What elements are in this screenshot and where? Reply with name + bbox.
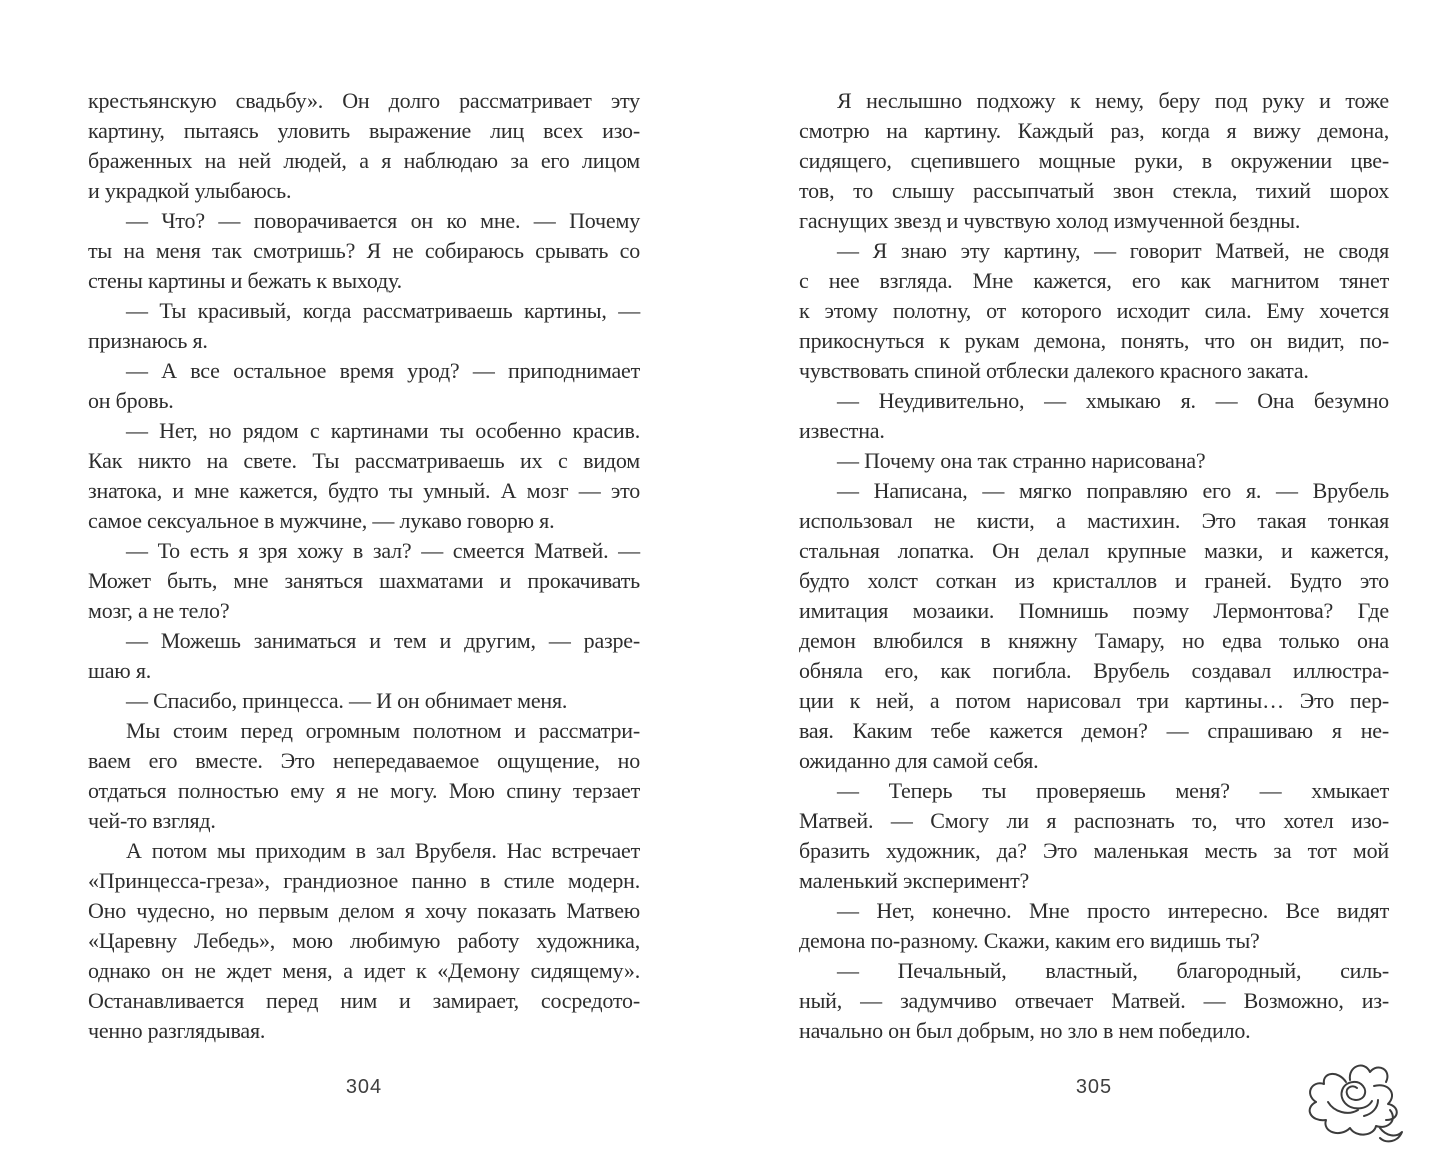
text-line: Останавливается перед ним и замирает, сосредото- (88, 988, 640, 1013)
text-line: Матвей. — Смогу ли я распознать то, что хотел изо- (799, 808, 1389, 833)
text-line: — Теперь ты проверяешь меня? — хмыкает (837, 778, 1389, 803)
text-line: маленький эксперимент? (799, 868, 1030, 893)
text-line: — Что? — поворачивается он ко мне. — Почему (126, 208, 640, 233)
text-line: с нее взгляда. Мне кажется, его как магнитом тянет (799, 268, 1389, 293)
text-line: вая. Каким тебе кажется демон? — спрашиваю я не- (799, 718, 1389, 743)
text-line: — Написана, — мягко поправляю его я. — Врубель (837, 478, 1389, 503)
text-line: признаюсь я. (88, 328, 208, 353)
text-line: самое сексуальное в мужчине, — лукаво говорю я. (88, 508, 555, 533)
page-number-right: 305 (1075, 1076, 1113, 1098)
text-line: — Я знаю эту картину, — говорит Матвей, не сводя (837, 238, 1389, 263)
text-line: браженных на ней людей, а я наблюдаю за его лицом (88, 148, 640, 173)
text-line: Может быть, мне заняться шахматами и прокачивать (88, 568, 640, 593)
text-line: сидящего, сцепившего мощные руки, в окружении цве- (799, 148, 1389, 173)
text-line: смотрю на картину. Каждый раз, когда я вижу демона, (799, 118, 1389, 143)
text-line: начально он был добрым, но зло в нем победило. (799, 1018, 1251, 1043)
text-line: знатока, и мне кажется, будто ты умный. А мозг — это (88, 478, 640, 503)
text-line: мозг, а не тело? (88, 598, 230, 623)
text-line: Мы стоим перед огромным полотном и рассматри- (126, 718, 640, 743)
text-line: — А все остальное время урод? — приподнимает (126, 358, 640, 383)
text-line: известна. (799, 418, 885, 443)
text-line: стены картины и бежать к выходу. (88, 268, 402, 293)
left-page-text (88, 86, 640, 1046)
text-line: имитация мозаики. Помнишь поэму Лермонтова? Где (799, 598, 1389, 623)
text-line: демона по-разному. Скажи, каким его видишь ты? (799, 928, 1260, 953)
text-line: картину, пытаясь уловить выражение лиц всех изо- (88, 118, 640, 143)
text-line: — Печальный, властный, благородный, силь- (837, 958, 1389, 983)
text-line: ции к ней, а потом нарисовал три картины… Это пер- (799, 688, 1389, 713)
text-line: использовал не кисти, а мастихин. Это такая тонкая (799, 508, 1389, 533)
text-line: Я неслышно подхожу к нему, беру под руку и тоже (837, 88, 1389, 113)
text-line: к этому полотну, от которого исходит сила. Ему хочется (799, 298, 1389, 323)
text-line: ченно разглядывая. (88, 1018, 266, 1043)
rose-icon (1294, 1050, 1424, 1150)
text-line: Оно чудесно, но первым делом я хочу показать Матвею (88, 898, 640, 923)
text-line: отдаться полностью ему я не могу. Мою спину терзает (88, 778, 640, 803)
text-line: чувствовать спиной отблески далекого красного заката. (799, 358, 1309, 383)
text-line: ный, — задумчиво отвечает Матвей. — Возможно, из- (799, 988, 1389, 1013)
text-line: будто холст соткан из кристаллов и граней. Будто это (799, 568, 1389, 593)
text-line: крестьянскую свадьбу». Он долго рассматривает эту (88, 88, 640, 113)
text-line: — То есть я зря хожу в зал? — смеется Матвей. — (126, 538, 640, 563)
text-line: — Ты красивый, когда рассматриваешь картины, — (126, 298, 640, 323)
text-line: прикоснуться к рукам демона, понять, что он видит, по- (799, 328, 1389, 353)
text-line: «Принцесса-греза», грандиозное панно в стиле модерн. (88, 868, 640, 893)
text-line: ваем его вместе. Это непередаваемое ощущение, но (88, 748, 640, 773)
text-line: — Неудивительно, — хмыкаю я. — Она безумно (837, 388, 1389, 413)
text-line: — Спасибо, принцесса. — И он обнимает меня. (126, 688, 568, 713)
text-line: тов, то слышу рассыпчатый звон стекла, тихий шорох (799, 178, 1389, 203)
text-line: — Почему она так странно нарисована? (837, 448, 1206, 473)
text-line: шаю я. (88, 658, 152, 683)
text-line: Как никто на свете. Ты рассматриваешь их с видом (88, 448, 640, 473)
page-number-left: 304 (345, 1076, 383, 1098)
text-line: бразить художник, да? Это маленькая месть за тот мой (799, 838, 1389, 863)
text-line: «Царевну Лебедь», мою любимую работу художника, (88, 928, 640, 953)
text-line: ожиданно для самой себя. (799, 748, 1039, 773)
text-line: однако он не ждет меня, а идет к «Демону сидящему». (88, 958, 640, 983)
text-line: обняла его, как погибла. Врубель создавал иллюстра- (799, 658, 1389, 683)
text-line: — Нет, конечно. Мне просто интересно. Все видят (837, 898, 1389, 923)
text-line: он бровь. (88, 388, 174, 413)
text-line: — Нет, но рядом с картинами ты особенно красив. (126, 418, 640, 443)
text-line: ты на меня так смотришь? Я не собираюсь срывать со (88, 238, 640, 263)
text-line: стальная лопатка. Он делал крупные мазки, и кажется, (799, 538, 1389, 563)
text-line: А потом мы приходим в зал Врубеля. Нас встречает (126, 838, 640, 863)
text-line: демон влюбился в княжну Тамару, но едва только она (799, 628, 1389, 653)
right-page-text (799, 86, 1389, 1046)
text-line: — Можешь заниматься и тем и другим, — разре- (126, 628, 640, 653)
text-line: чей-то взгляд. (88, 808, 216, 833)
text-line: гаснущих звезд и чувствую холод измученной бездны. (799, 208, 1301, 233)
text-line: и украдкой улыбаюсь. (88, 178, 292, 203)
